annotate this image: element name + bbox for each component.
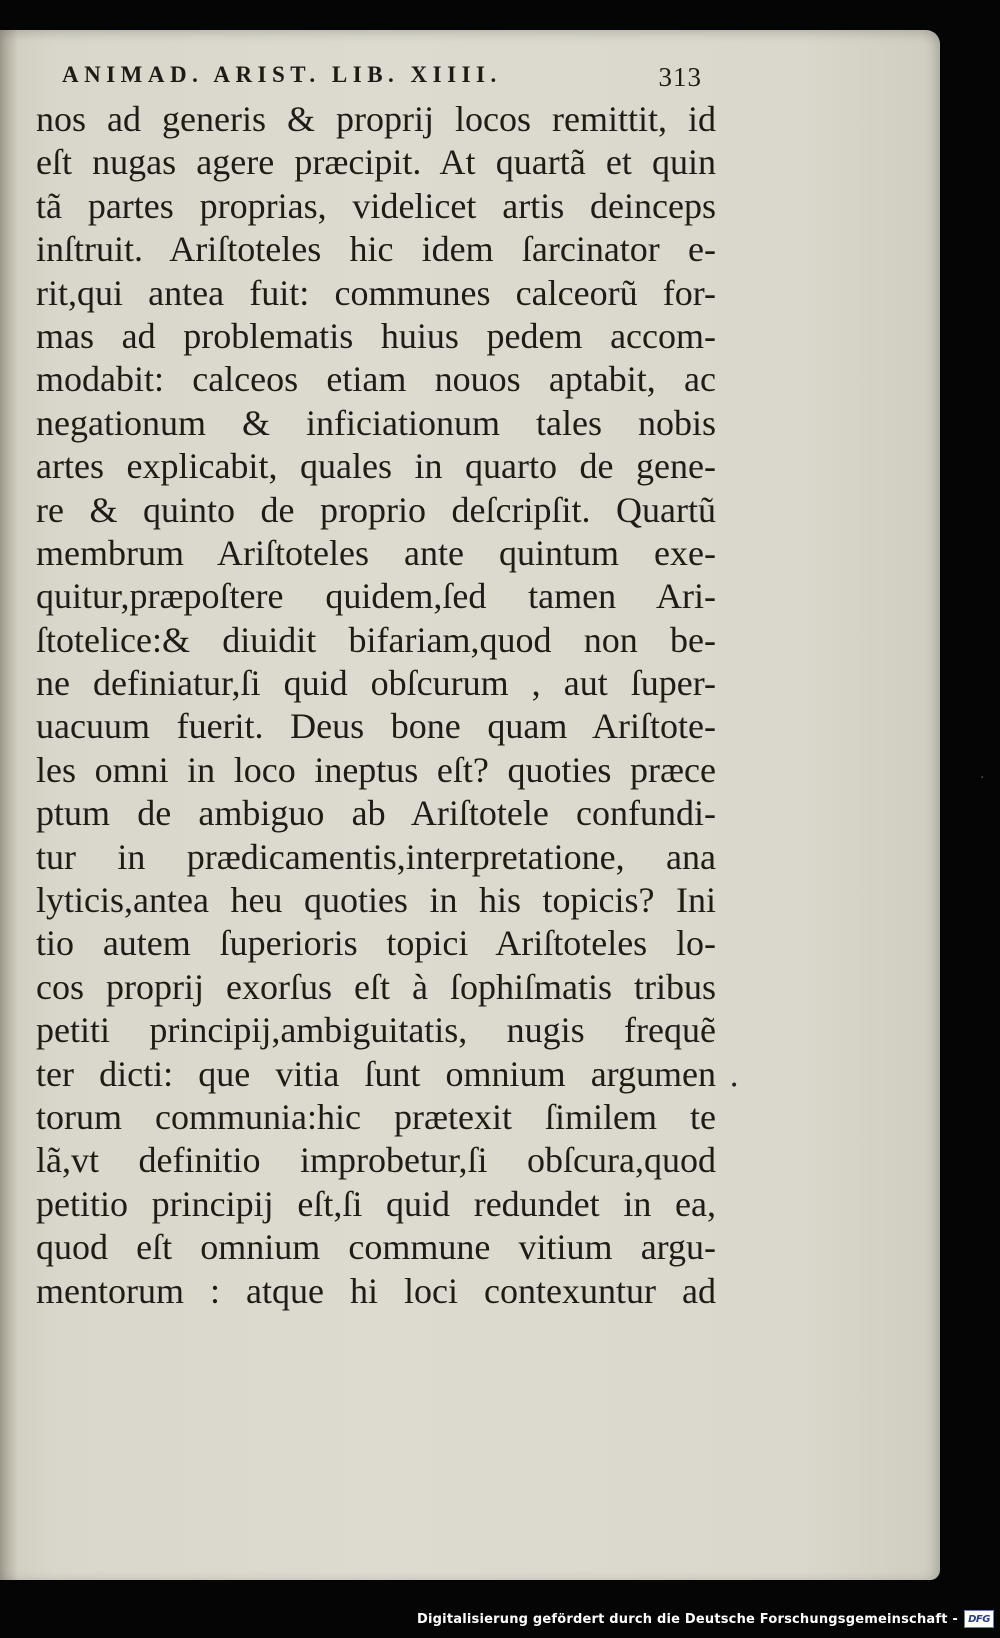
text-line: lã,vt definitio improbetur,ſi obſcura,quod xyxy=(36,1140,716,1181)
text-line: ptum de ambiguo ab Ariſtotele confundi- xyxy=(36,793,716,834)
text-line: membrum Ariſtoteles ante quintum exe- xyxy=(36,532,716,573)
text-line: petiti principij,ambiguitatis, nugis frequẽ xyxy=(36,1010,716,1051)
text-line: mentorum : atque hi loci contexuntur ad xyxy=(36,1270,716,1311)
text-line: quod eſt omnium commune vitium argu- xyxy=(36,1227,716,1268)
text-line: eſt nugas agere præcipit. At quartã et quin xyxy=(36,142,716,183)
margin-speck: · xyxy=(980,770,985,786)
text-line: mas ad problematis huius pedem accom- xyxy=(36,315,716,356)
text-line: nos ad generis & proprij locos remittit, id xyxy=(36,99,716,139)
funding-credit: Digitalisierung gefördert durch die Deutsche Forschungsgemeinschaft - xyxy=(417,1611,958,1627)
text-line: petitio principij eſt,ſi quid redundet in ea, xyxy=(36,1183,716,1224)
text-line: ne definiatur,ſi quid obſcurum , aut ſuper- xyxy=(36,663,716,704)
text-line: ter dicti: que vitia ſunt omnium argumen xyxy=(36,1053,716,1094)
running-title: ANIMAD. ARIST. LIB. XIIII. xyxy=(62,62,502,87)
text-line: quitur,præpoſtere quidem,ſed tamen Ari- xyxy=(36,576,716,617)
text-line: tio autem ſuperioris topici Ariſtoteles lo- xyxy=(36,923,716,964)
text-line: torum communia:hic prætexit ſimilem te xyxy=(36,1096,716,1137)
text-line: inſtruit. Ariſtoteles hic idem ſarcinator e- xyxy=(36,229,716,270)
text-line: lyticis,antea heu quoties in his topicis? Ini xyxy=(36,880,716,921)
text-line: re & quinto de proprio deſcripſit. Quartũ xyxy=(36,489,716,530)
text-line: ſtotelice:& diuidit bifariam,quod non be- xyxy=(36,619,716,660)
text-line: uacuum fuerit. Deus bone quam Ariſtote- xyxy=(36,706,716,747)
text-line: artes explicabit, quales in quarto de gene- xyxy=(36,446,716,487)
page-number: 313 xyxy=(658,62,702,92)
body-text xyxy=(36,98,716,1313)
footer-credit xyxy=(417,1608,994,1630)
book-page xyxy=(0,30,940,1580)
text-line: tur in prædicamentis,interpretatione, ana xyxy=(36,836,716,877)
dfg-logo: DFG xyxy=(964,1610,994,1628)
text-line: les omni in loco ineptus eſt? quoties præce xyxy=(36,749,716,790)
text-line: rit,qui antea fuit: communes calceorũ for- xyxy=(36,272,716,313)
text-line: negationum & inficiationum tales nobis xyxy=(36,402,716,443)
running-head xyxy=(62,62,702,96)
text-line: modabit: calceos etiam nouos aptabit, ac xyxy=(36,359,716,400)
margin-speck: • xyxy=(730,1078,739,1094)
text-line: tã partes proprias, videlicet artis deinceps xyxy=(36,185,716,226)
text-line: cos proprij exorſus eſt à ſophiſmatis tribus xyxy=(36,966,716,1007)
